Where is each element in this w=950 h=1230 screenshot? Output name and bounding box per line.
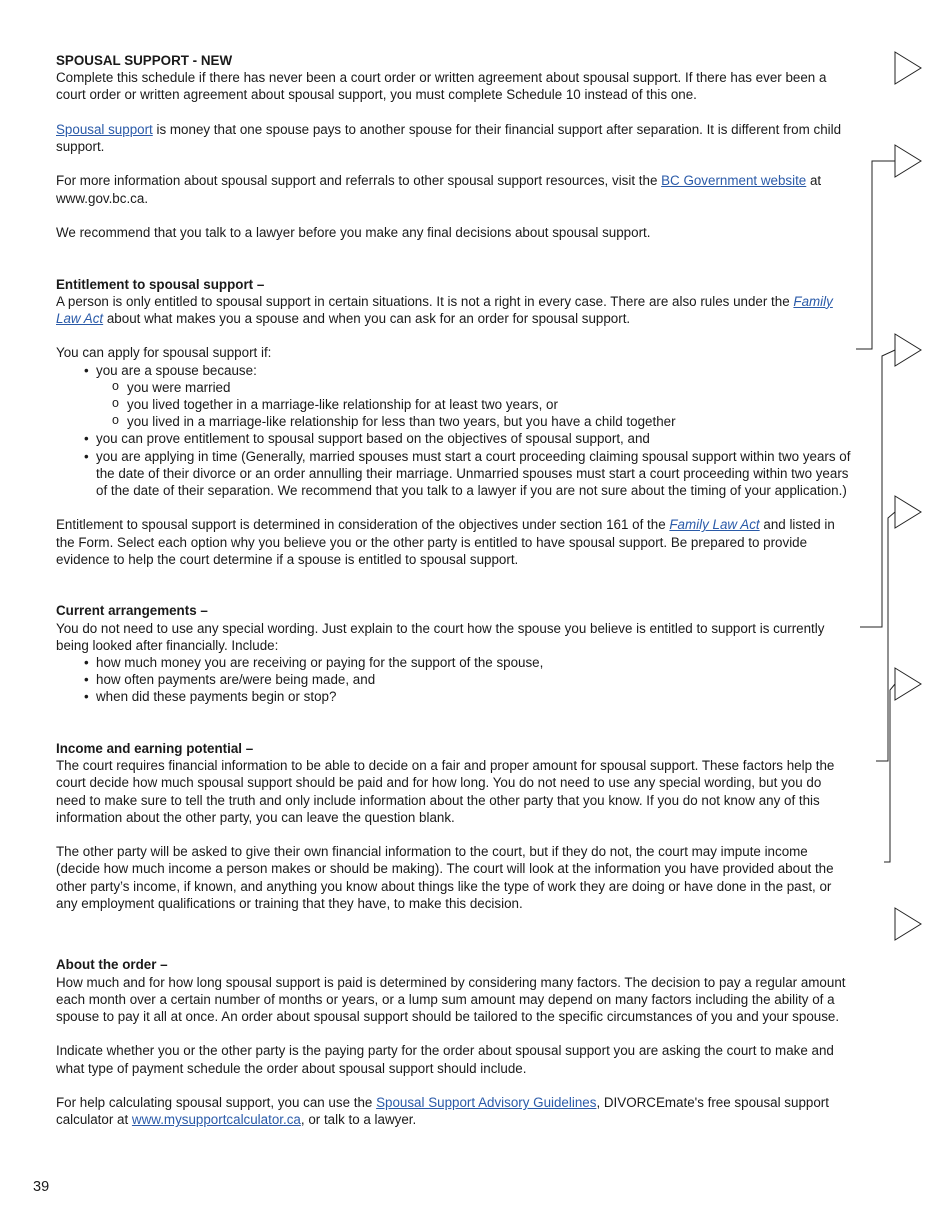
income-heading: Income and earning potential – [56,741,254,756]
apply-intro: You can apply for spousal support if: [56,345,272,361]
spousal-support-link[interactable]: Spousal support [56,121,153,137]
entitlement-heading: Entitlement to spousal support – [56,276,265,292]
calculator-text: For help calculating spousal support, you can use the [56,1095,377,1110]
order-paragraph: How much and for how long spousal support is paid is determined by considering many factors. The decision to pay a regular amount each month over a certain number of months or years, or a lump sum amount may depend on many factors including the ability of a spouse to pay it all at once. An order about spousal support should be tailored to the specific circumstances of you and your spouse. [56,974,846,1025]
entitlement-text: A person is only entitled to spousal support in certain situations. It is not a right in every case. There are also rules under the [56,293,794,309]
list-item: • how much money you are receiving or paying for the support of the spouse, [56,654,851,671]
calculator-text-end: , or talk to a lawyer. [300,1112,417,1128]
list-item: • how often payments are/were being made, and [56,671,851,688]
definition-text: is money that one spouse pays to another spouse for their financial support after separation. It is different from child support. [56,121,842,154]
family-law-act-link[interactable]: Family Law Act [56,293,833,326]
section-bracket [876,512,895,761]
ssag-link[interactable]: Spousal Support Advisory Guidelines [376,1095,597,1110]
list-item: • you can prove entitlement to spousal support based on the objectives of spousal support, and [56,430,851,447]
entitlement-text-end: about what makes you a spouse and when you can ask for an order for spousal support. [103,310,631,326]
section-bracket [884,684,895,862]
list-item: • you are applying in time (Generally, married spouses must start a court proceeding claiming spousal support within two years of the date of their divorce or an order annulling their marriage. Unmarried spouses must start a court proceeding within two years of the date of their separation. We recommend that you talk to a lawyer if you are not sure about the timing of your application.) [56,448,851,500]
family-law-act-link[interactable]: Family Law Act [669,517,760,533]
arrangements-paragraph: You do not need to use any special wording. Just explain to the court how the spouse you believe is entitled to support is currently being looked after financially. Include: [56,620,825,653]
lawyer-recommendation: We recommend that you talk to a lawyer before you make any final decisions about spousal support. [56,224,651,240]
intro-paragraph: Complete this schedule if there has never been a court order or written agreement about spousal support. If there has ever been a court order or written agreement about spousal support, you must complete Schedule 10 instead of this one. [56,70,827,103]
section-marker-arrow-icon [895,496,921,528]
paying-party-paragraph: Indicate whether you or the other party is the paying party for the order about spousal support you are asking the court to make and what type of payment schedule the order about spousal support should include. [56,1043,834,1076]
calculator-text-mid: , DIVORCEmate's free spousal support calculator at [56,1095,829,1128]
impute-income-paragraph: The other party will be asked to give their own financial information to the court, but if they do not, the court may impute income (decide how much income a person makes or should be making). The court will look at the information you have provided about the other party’s income, if known, and anything you know about things like the type of work they are doing or have done in the past, or any employment qualifications or training that they have, to make this decision. [56,844,834,911]
bc-government-website-link[interactable]: BC Government website [661,173,807,189]
page-number: 39 [33,1179,50,1195]
order-heading: About the order – [56,957,168,973]
section-marker-arrow-icon [895,334,921,366]
section-marker-arrow-icon [895,52,921,84]
section-brackets [856,161,895,862]
list-item: o you lived in a marriage-like relationship for less than two years, but you have a child together [96,413,851,430]
page-title: SPOUSAL SUPPORT - NEW [56,53,233,68]
section-marker-arrow-icon [895,145,921,177]
list-item: • when did these payments begin or stop? [56,688,851,705]
list-item: o you were married [96,379,851,396]
income-paragraph: The court requires financial information to be able to decide on a fair and proper amount for spousal support. These factors help the court decide how much spousal support should be paid and for how long. You do not need to use any special wording, but you do need to make sure to tell the truth and only include information about the other party that you know. If you do not know any of this information about the other party, you can leave the question blank. [56,758,835,825]
objectives-text: Entitlement to spousal support is determined in consideration of the objectives under section 161 of the [56,517,670,533]
section-marker-arrow-icon [895,908,921,940]
list-item: o you lived together in a marriage-like relationship for at least two years, or [96,396,851,413]
section-bracket [860,350,895,627]
more-info-text-end: at www.gov.bc.ca. [56,173,822,206]
section-marker-arrow-icon [895,668,921,700]
arrangements-heading: Current arrangements – [56,603,208,619]
section-bracket [856,161,895,349]
more-info-text: For more information about spousal support and referrals to other spousal support resources, visit the [56,173,662,189]
list-item-text: you are a spouse because: [96,362,257,378]
objectives-text-end: and listed in the Form. Select each option why you believe you or the other party is entitled to have spousal support. Be prepared to provide evidence to help the court determine if a spouse is entitled to spousal support. [56,517,835,567]
mysupportcalculator-link[interactable]: www.mysupportcalculator.ca [131,1112,301,1128]
